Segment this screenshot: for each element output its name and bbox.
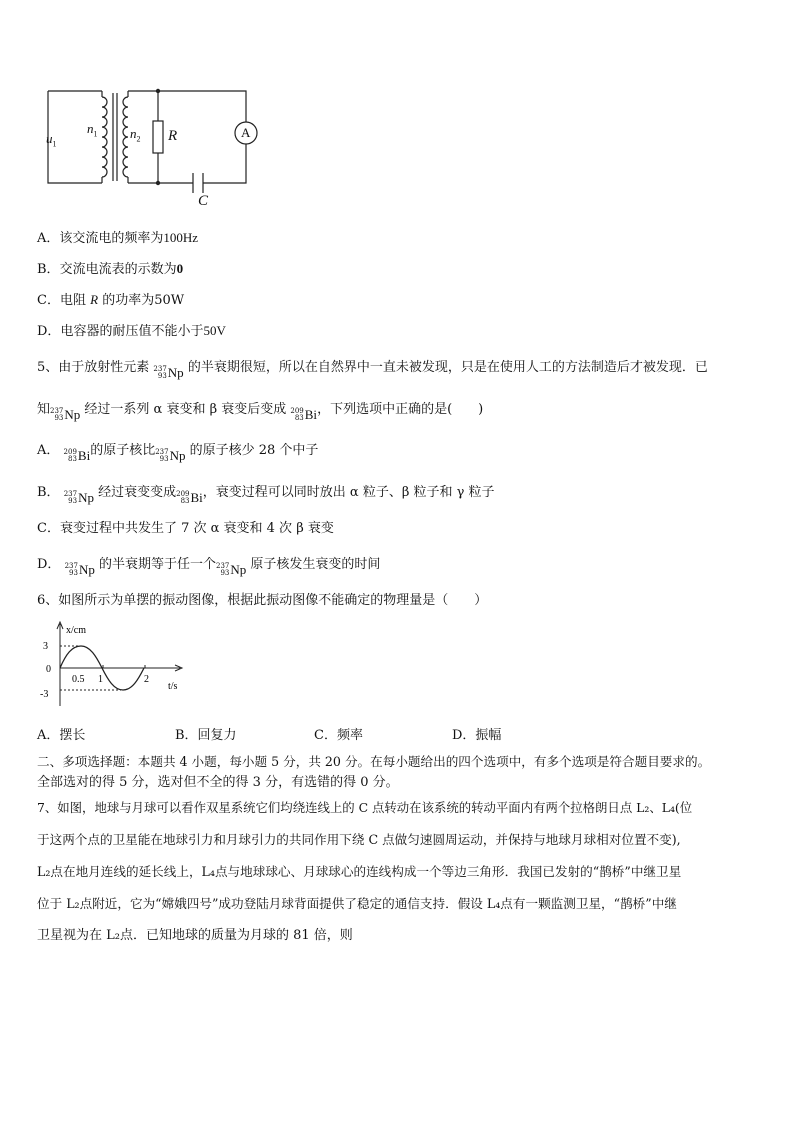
ammeter-label: A — [241, 125, 251, 140]
q7-stem-line5: 卫星视为在 L₂点．已知地球的质量为月球的 81 倍，则 — [37, 928, 353, 943]
n2-symbol: n — [130, 126, 137, 141]
y-axis-label: x/cm — [66, 625, 86, 636]
np-nuclide — [153, 365, 183, 381]
bi-nuclide — [176, 490, 203, 506]
q5-stem-line2 — [37, 402, 483, 423]
np-symbol: Np — [169, 448, 186, 463]
np-atomic-number: 93 — [159, 455, 169, 463]
np-nuclide — [216, 562, 246, 578]
bi-mass-number: 209 — [290, 407, 304, 415]
option-text: 电容器的耐压值不能小于 — [60, 324, 204, 339]
q5-text: 知 — [37, 402, 51, 417]
q4-option-d — [37, 323, 226, 340]
q5-option-d — [37, 557, 380, 578]
x-tick-1: 1 — [98, 674, 103, 685]
q5-text: 5、由于放射性元素 — [37, 360, 150, 375]
np-mass-number: 237 — [153, 365, 167, 373]
x-tick-0.5: 0.5 — [72, 674, 85, 685]
secondary-turns-label — [130, 126, 141, 144]
section2-instructions-line2: 全部选对的得 5 分，选对但不全的得 3 分，有选错的得 0 分。 — [37, 775, 399, 790]
q5-option-b — [37, 485, 495, 506]
option-value: 0 — [176, 261, 184, 276]
u-subscript: 1 — [52, 139, 57, 149]
q7-stem-line2: 于这两个点的卫星能在地球引力和月球引力的共同作用下绕 C 点做匀速圆周运动，并保持与地球月球相对位置不变), — [37, 832, 681, 847]
option-text: 经过衰变变成 — [98, 485, 177, 500]
q6-options — [37, 728, 757, 744]
np-mass-number: 237 — [155, 448, 169, 456]
q7-stem-line3: L₂点在地月连线的延长线上，L₄点与地球球心、月球球心的连线构成一个等边三角形．我国已发射的“鹊桥”中继卫星 — [37, 864, 682, 879]
q5-text: 经过一系列 α 衰变和 β 衰变后变成 — [84, 402, 287, 417]
q5-text: ，下列选项中正确的是( ) — [317, 402, 484, 417]
bi-symbol: Bi — [190, 490, 203, 505]
option-letter: A． — [37, 231, 60, 246]
np-atomic-number: 93 — [69, 569, 78, 577]
q6-option-d: D．振幅 — [452, 728, 502, 743]
np-symbol: Np — [230, 562, 247, 577]
resistor-label: R — [168, 128, 178, 144]
q6-option-a: A．摆长 — [37, 728, 86, 743]
np-mass-number: 237 — [50, 407, 64, 415]
y-tick-neg3: -3 — [40, 689, 49, 700]
q4-option-b — [37, 261, 183, 278]
x-axis-label: t/s — [168, 681, 178, 692]
option-letter: C． — [37, 293, 60, 308]
q6-stem: 6、如图所示为单摆的振动图像，根据此振动图像不能确定的物理量是（ ） — [37, 593, 488, 608]
np-mass-number: 237 — [63, 490, 78, 498]
q5-stem-line1 — [37, 360, 708, 381]
primary-turns-label — [87, 121, 98, 139]
x-tick-2: 2 — [144, 674, 149, 685]
option-text: 原子核发生衰变的时间 — [250, 557, 381, 572]
option-text: 的原子核比 — [90, 443, 156, 458]
option-text: 该交流电的频率为 — [59, 231, 164, 246]
np-mass-number: 237 — [64, 562, 78, 570]
option-text: 的半衰期等于任一个 — [98, 557, 216, 572]
y-tick-3: 3 — [43, 641, 48, 652]
option-letter: B． — [37, 262, 60, 277]
bi-nuclide — [290, 407, 317, 423]
np-atomic-number: 93 — [68, 497, 78, 505]
bi-mass-number: 209 — [176, 490, 190, 498]
np-symbol: Np — [78, 562, 95, 577]
option-letter: D． — [37, 557, 61, 572]
capacitor-label: C — [198, 193, 209, 209]
y-tick-0: 0 — [46, 664, 51, 675]
section2-instructions-line1: 二、多项选择题：本题共 4 小题，每小题 5 分，共 20 分。在每小题给出的四个选项中，有多个选项是符合题目要求的。 — [37, 754, 711, 769]
bi-nuclide — [64, 448, 91, 464]
option-value: 100Hz — [163, 230, 199, 245]
np-mass-number: 237 — [216, 562, 230, 570]
option-variable: R — [90, 292, 99, 307]
np-nuclide — [155, 448, 185, 464]
option-letter: A． — [37, 443, 60, 458]
np-atomic-number: 93 — [54, 414, 64, 422]
option-value: 50V — [203, 323, 226, 338]
option-text: 的原子核少 28 个中子 — [189, 443, 319, 458]
np-nuclide — [50, 407, 80, 423]
np-symbol: Np — [167, 365, 184, 380]
q5-option-c: C．衰变过程中共发生了 7 次 α 衰变和 4 次 β 衰变 — [37, 521, 334, 536]
np-atomic-number: 93 — [220, 569, 230, 577]
transformer-circuit-diagram — [40, 85, 260, 215]
np-atomic-number: 93 — [157, 372, 167, 380]
option-text: ，衰变过程可以同时放出 α 粒子、β 粒子和 γ 粒子 — [202, 485, 495, 500]
option-text: 电阻 — [59, 293, 86, 308]
n2-subscript: 2 — [136, 134, 141, 144]
bi-symbol: Bi — [304, 407, 318, 422]
bi-atomic-number: 83 — [294, 414, 304, 422]
np-symbol: Np — [78, 490, 94, 505]
q4-option-a — [37, 230, 198, 247]
q5-text: 的半衰期很短，所以在自然界中一直未被发现，只是在使用人工的方法制造后才被发现．已 — [187, 360, 708, 375]
input-voltage-label — [46, 131, 57, 149]
bi-atomic-number: 83 — [180, 497, 190, 505]
q5-option-a — [37, 443, 318, 464]
q7-stem-line1: 7、如图，地球与月球可以看作双星系统它们均绕连线上的 C 点转动在该系统的转动平面内有两个拉格朗日点 L₂、L₄(位 — [37, 800, 693, 815]
option-value: 的功率为50W — [102, 293, 185, 308]
q7-stem-line4: 位于 L₂点附近，它为“嫦娥四号”成功登陆月球背面提供了稳定的通信支持．假设 L₄点有一颗监测卫星，“鹊桥”中继 — [37, 896, 677, 911]
option-text: 交流电流表的示数为 — [59, 262, 177, 277]
u-symbol: u — [46, 131, 53, 146]
bi-mass-number: 209 — [63, 448, 77, 456]
pendulum-vibration-graph — [36, 618, 196, 710]
option-letter: D． — [37, 324, 61, 339]
np-symbol: Np — [64, 407, 81, 422]
bi-atomic-number: 83 — [67, 455, 77, 463]
np-nuclide — [64, 490, 94, 506]
n1-symbol: n — [87, 121, 94, 136]
np-nuclide — [65, 562, 95, 578]
q6-option-b: B．回复力 — [175, 728, 237, 743]
n1-subscript: 1 — [93, 129, 98, 139]
q4-option-c — [37, 292, 184, 309]
option-letter: B． — [37, 485, 60, 500]
bi-symbol: Bi — [77, 448, 91, 463]
q6-option-c: C．频率 — [314, 728, 363, 743]
